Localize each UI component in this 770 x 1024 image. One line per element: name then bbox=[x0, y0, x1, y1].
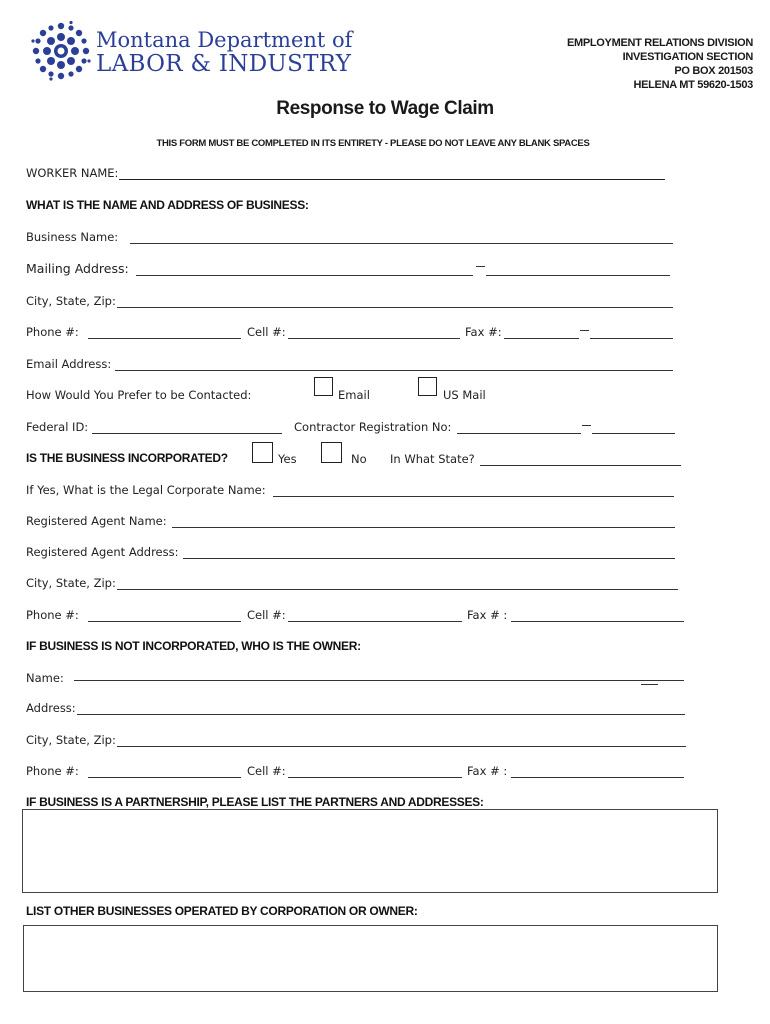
partnership-heading: IF BUSINESS IS A PARTNERSHIP, PLEASE LIST THE PARTNERS AND ADDRESSES: bbox=[26, 795, 484, 809]
registered-agent-name-field[interactable] bbox=[172, 527, 675, 528]
agent-cell-field[interactable] bbox=[288, 621, 462, 622]
incorporated-state-field[interactable] bbox=[480, 465, 681, 466]
business-phone-field[interactable] bbox=[88, 338, 241, 339]
worker-name-label: WORKER NAME: bbox=[26, 166, 119, 180]
page-title: Response to Wage Claim bbox=[276, 98, 494, 119]
agent-phone-label: Phone #: bbox=[26, 608, 79, 622]
owner-fax-field[interactable] bbox=[511, 777, 684, 778]
contact-usmail-checkbox[interactable] bbox=[418, 377, 437, 396]
owner-cell-label: Cell #: bbox=[247, 764, 286, 778]
mailing-address-field[interactable] bbox=[136, 275, 473, 276]
city-zip: HELENA MT 59620-1503 bbox=[633, 79, 753, 91]
federal-id-field[interactable] bbox=[92, 433, 282, 434]
incorporated-no-label: No bbox=[351, 452, 367, 466]
incorporated-question: IS THE BUSINESS INCORPORATED? bbox=[26, 451, 228, 465]
other-businesses-heading: LIST OTHER BUSINESSES OPERATED BY CORPORATION OR OWNER: bbox=[26, 904, 418, 918]
business-name-field[interactable] bbox=[130, 243, 673, 244]
agent-fax-label: Fax # : bbox=[467, 608, 508, 622]
agent-phone-field[interactable] bbox=[88, 621, 241, 622]
business-fax-dash bbox=[580, 330, 589, 331]
agent-cell-label: Cell #: bbox=[247, 608, 286, 622]
registered-agent-address-field[interactable] bbox=[183, 558, 675, 559]
business-phone-label: Phone #: bbox=[26, 325, 79, 339]
owner-cell-field[interactable] bbox=[288, 777, 462, 778]
registered-agent-name-label: Registered Agent Name: bbox=[26, 514, 167, 528]
legal-corporate-name-label: If Yes, What is the Legal Corporate Name: bbox=[26, 483, 266, 497]
incorporated-state-label: In What State? bbox=[390, 452, 475, 466]
contact-email-label: Email bbox=[338, 388, 370, 402]
owner-address-label: Address: bbox=[26, 701, 76, 715]
owner-name-field[interactable] bbox=[74, 680, 684, 681]
business-name-label: Business Name: bbox=[26, 230, 119, 244]
incorporated-no-checkbox[interactable] bbox=[321, 442, 342, 463]
owner-fax-label: Fax # : bbox=[467, 764, 508, 778]
incorporated-yes-label: Yes bbox=[278, 452, 297, 466]
contact-email-checkbox[interactable] bbox=[314, 377, 333, 396]
business-fax-label: Fax #: bbox=[465, 325, 502, 339]
division-name: EMPLOYMENT RELATIONS DIVISION bbox=[566, 37, 753, 49]
owner-address-field[interactable] bbox=[77, 714, 685, 715]
department-logo-icon bbox=[30, 20, 92, 82]
business-csz-label: City, State, Zip: bbox=[26, 294, 116, 308]
partnership-text-area[interactable] bbox=[22, 809, 718, 893]
federal-id-label: Federal ID: bbox=[26, 420, 89, 434]
registered-agent-address-label: Registered Agent Address: bbox=[26, 545, 179, 559]
owner-section-heading: IF BUSINESS IS NOT INCORPORATED, WHO IS THE OWNER: bbox=[26, 639, 361, 653]
business-csz-field[interactable] bbox=[117, 307, 673, 308]
contractor-registration-field-1[interactable] bbox=[457, 433, 581, 434]
agent-csz-field[interactable] bbox=[117, 589, 678, 590]
worker-name-field[interactable] bbox=[119, 179, 665, 180]
mailing-address-label: Mailing Address: bbox=[26, 261, 129, 276]
agent-fax-field[interactable] bbox=[511, 621, 684, 622]
org-name-line1: Montana Department of bbox=[96, 28, 353, 52]
org-name-line2: LABOR & INDUSTRY bbox=[96, 51, 352, 77]
owner-phone-field[interactable] bbox=[88, 777, 241, 778]
business-cell-field[interactable] bbox=[288, 338, 460, 339]
owner-phone-label: Phone #: bbox=[26, 764, 79, 778]
mailing-address-zip4-field[interactable] bbox=[486, 275, 670, 276]
legal-corporate-name-field[interactable] bbox=[273, 496, 674, 497]
contractor-registration-dash bbox=[582, 425, 591, 426]
other-businesses-text-area[interactable] bbox=[23, 925, 718, 992]
business-cell-label: Cell #: bbox=[247, 325, 286, 339]
contact-usmail-label: US Mail bbox=[443, 388, 486, 402]
owner-csz-label: City, State, Zip: bbox=[26, 733, 116, 747]
section-name: INVESTIGATION SECTION bbox=[622, 51, 753, 63]
incorporated-yes-checkbox[interactable] bbox=[252, 442, 273, 463]
owner-csz-field[interactable] bbox=[117, 746, 686, 747]
owner-name-label: Name: bbox=[26, 671, 64, 685]
contact-preference-label: How Would You Prefer to be Contacted: bbox=[26, 388, 252, 402]
po-box: PO BOX 201503 bbox=[674, 65, 753, 77]
email-address-field[interactable] bbox=[115, 370, 673, 371]
business-fax-field-1[interactable] bbox=[504, 338, 579, 339]
owner-name-extra-mark bbox=[641, 684, 658, 685]
contractor-registration-field-2[interactable] bbox=[592, 433, 675, 434]
contractor-registration-label: Contractor Registration No: bbox=[294, 420, 452, 434]
mailing-address-dash bbox=[476, 266, 485, 267]
section-business-heading: WHAT IS THE NAME AND ADDRESS OF BUSINESS: bbox=[26, 198, 309, 212]
page-subtitle: THIS FORM MUST BE COMPLETED IN ITS ENTIRETY - PLEASE DO NOT LEAVE ANY BLANK SPACES bbox=[156, 138, 590, 149]
business-fax-field-2[interactable] bbox=[590, 338, 673, 339]
email-address-label: Email Address: bbox=[26, 357, 112, 371]
agent-csz-label: City, State, Zip: bbox=[26, 576, 116, 590]
